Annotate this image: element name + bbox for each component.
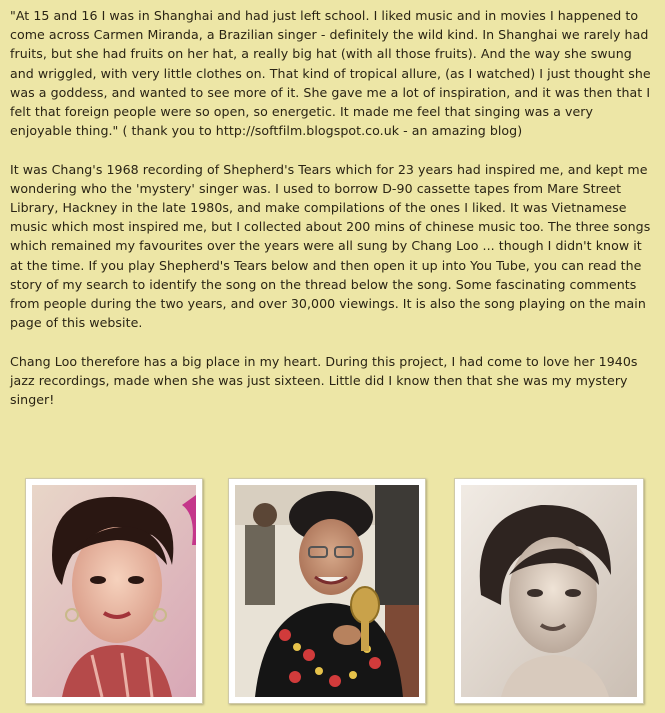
photo-young-singer-sepia[interactable] [454, 478, 644, 704]
photo-young-singer-color[interactable] [25, 478, 203, 704]
photo-elderly-singer-award[interactable] [228, 478, 426, 704]
young-singer-sepia-image [461, 485, 637, 697]
young-singer-color-image [32, 485, 196, 697]
elderly-singer-image [235, 485, 419, 697]
paragraph-shepherds-tears: It was Chang's 1968 recording of Shepherd's Tears which for 23 years had inspired me, and kept me wondering who the 'mystery' singer was. I used to borrow D-90 cassette tapes from Mare Street Library, Hackney in the late 1980s, and make compilations of the ones I liked. It was Vietnamese music which most inspired me, but I collected about 200 mins of chinese music too. The three songs which remained my favourites over the years were all sung by Chang Loo ... though I didn't know it at the time. If you play Shepherd's Tears below and then open it up into You Tube, you can read the story of my search to identify the song on the thread below the song. Some fascinating comments from people during the two years, and over 30,000 viewings. It is also the song playing on the main page of this website. [10, 161, 651, 331]
paragraph-big-place: Chang Loo therefore has a big place in my heart. During this project, I had come to love her 1940s jazz recordings, made when she was just sixteen. Little did I know then that she was my mystery singer! [10, 353, 638, 408]
photo-gallery [0, 478, 665, 704]
paragraph-quote: "At 15 and 16 I was in Shanghai and had just left school. I liked music and in movies I happened to come across Carmen Miranda, a Brazilian singer - definitely the wild kind. In Shanghai we rarely had fruits, but she had fruits on her hat, a really big hat (with all those fruits). And the way she swung and wriggled, with very little clothes on. That kind of tropical allure, (as I watched) I just thought she was a goddess, and wanted to see more of it. She gave me a lot of inspiration, and it was then that I felt that foreign people were so open, so energetic. It made me feel that singing was a very enjoyable thing." ( thank you to http://softfilm.blogspot.co.uk - an amazing blog) [10, 8, 651, 139]
article-body [10, 6, 656, 428]
